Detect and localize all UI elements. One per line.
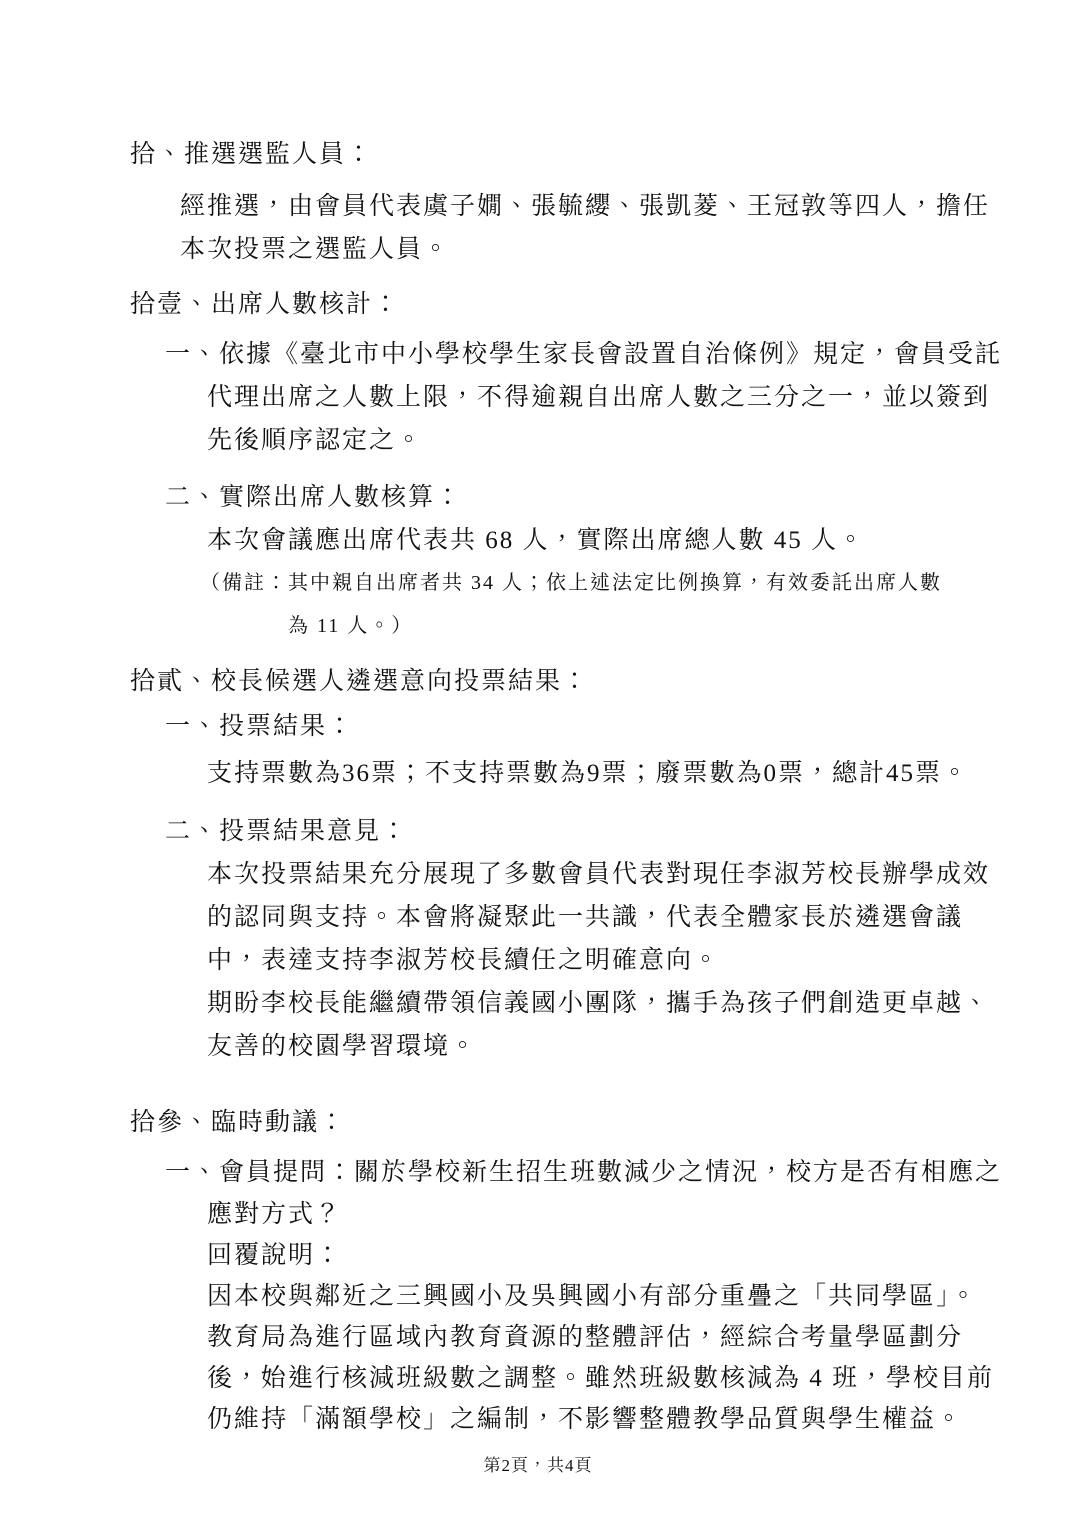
section-11-heading: 拾壹、出席人數核計：	[130, 291, 401, 318]
section-11-item-2-note-line: （備註：其中親自出席者共 34 人；依上述法定比例換算，有效委託出席人數	[200, 572, 942, 594]
section-13-item-1-line: 回覆說明：	[207, 1242, 343, 1269]
section-13-item-1-line: 因本校與鄰近之三興國小及吳興國小有部分重疊之「共同學區」。	[207, 1283, 978, 1310]
section-11-item-1-line: 代理出席之人數上限，不得逾親自出席人數之三分之一，並以簽到	[207, 384, 991, 411]
section-12-item-2-body-line: 期盼李校長能繼續帶領信義國小團隊，攜手為孩子們創造更卓越、	[207, 990, 991, 1017]
section-10-body-line: 本次投票之選監人員。	[180, 236, 451, 263]
footer-page-indicator: 第2頁，共4頁	[483, 1456, 593, 1475]
section-12-item-2-body-line: 中，表達支持李淑芳校長續任之明確意向。	[207, 947, 721, 974]
section-12-item-2-body-line: 友善的校園學習環境。	[207, 1033, 478, 1060]
section-13-item-1-line: 教育局為進行區域內教育資源的整體評估，經綜合考量學區劃分	[207, 1324, 964, 1351]
section-12-item-2-body-line: 本次投票結果充分展現了多數會員代表對現任李淑芳校長辦學成效	[207, 861, 991, 888]
section-12-item-1-body-line: 支持票數為36票；不支持票數為9票；廢票數為0票，總計45票。	[207, 760, 970, 787]
section-12-item-2-body-line: 的認同與支持。本會將凝聚此一共識，代表全體家長於遴選會議	[207, 904, 964, 931]
section-11-item-2-body-line: 本次會議應出席代表共 68 人，實際出席總人數 45 人。	[207, 527, 866, 554]
section-13-heading: 拾參、臨時動議：	[130, 1109, 347, 1136]
section-11-item-1-line: 先後順序認定之。	[207, 427, 424, 454]
section-13-item-1-line: 仍維持「滿額學校」之編制，不影響整體教學品質與學生權益。	[207, 1406, 964, 1433]
section-10-heading: 拾、推選選監人員：	[130, 141, 374, 168]
section-13-item-1-line: 應對方式？	[207, 1201, 343, 1228]
section-11-item-1-line: 一、依據《臺北市中小學校學生家長會設置自治條例》規定，會員受託	[165, 341, 1003, 368]
section-11-item-2-heading: 二、實際出席人數核算：	[165, 484, 463, 511]
section-13-item-1-line: 後，始進行核減班級數之調整。雖然班級數核減為 4 班，學校目前	[207, 1365, 995, 1392]
section-11-item-2-note-line: 為 11 人。）	[288, 615, 414, 637]
section-12-heading: 拾貳、校長候選人遴選意向投票結果：	[130, 668, 590, 695]
section-13-item-1-line: 一、會員提問：關於學校新生招生班數減少之情況，校方是否有相應之	[165, 1159, 1003, 1186]
section-12-item-1-heading: 一、投票結果：	[165, 713, 355, 740]
section-10-body-line: 經推選，由會員代表虞子嫺、張毓纓、張凱菱、王冠敦等四人，擔任	[180, 193, 991, 220]
section-12-item-2-heading: 二、投票結果意見：	[165, 818, 409, 845]
